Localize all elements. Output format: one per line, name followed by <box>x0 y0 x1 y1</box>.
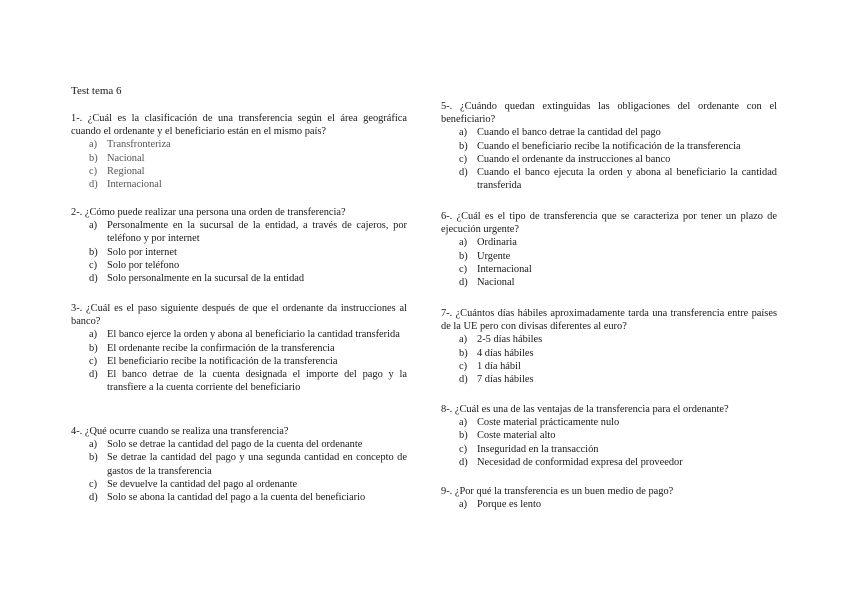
option-a[interactable]: a) 2-5 días hábiles <box>459 334 543 346</box>
options-list <box>71 328 407 394</box>
question-4 <box>71 425 407 504</box>
option-text: Ordinaria <box>477 237 517 249</box>
option-b[interactable]: b) El ordenante recibe la confirmación de la transferencia <box>89 342 335 354</box>
options-list <box>441 126 777 192</box>
option-text: El banco detrae de la cuenta designada el importe del pago y la transfiere a la cuenta corriente del beneficiario <box>107 369 407 394</box>
option-a[interactable]: a) Ordinaria <box>459 237 517 249</box>
option-text: Solo se detrae la cantidad del pago de la cuenta del ordenante <box>107 439 363 451</box>
option-b[interactable]: b) Solo por internet <box>89 246 177 258</box>
option-a[interactable]: a) El banco ejerce la orden y abona al beneficiario la cantidad transferida <box>89 329 400 341</box>
option-c[interactable]: c) Se devuelve la cantidad del pago al ordenante <box>89 478 298 490</box>
option-c[interactable]: c) Internacional <box>459 263 532 275</box>
option-text: Solo personalmente en la sucursal de la entidad <box>107 273 305 285</box>
options-list <box>71 219 407 285</box>
question-8 <box>441 403 777 469</box>
option-d[interactable]: d) Nacional <box>459 277 515 289</box>
question-5 <box>441 100 777 192</box>
option-b[interactable]: b) 4 días hábiles <box>459 347 534 359</box>
question-2 <box>71 206 407 285</box>
option-text: 2-5 días hábiles <box>477 334 543 346</box>
option-text: Porque es lento <box>477 499 542 511</box>
options-list <box>71 138 407 191</box>
option-text: Regional <box>107 165 145 177</box>
option-text: Solo por internet <box>107 246 177 258</box>
question-6 <box>441 210 777 289</box>
option-text: 7 días hábiles <box>477 374 534 386</box>
options-list <box>441 236 777 289</box>
question-1 <box>71 112 407 191</box>
option-b[interactable]: b) Nacional <box>89 152 145 164</box>
question-3 <box>71 302 407 394</box>
option-a[interactable]: a) Personalmente en la sucursal de la entidad, a través de cajeros, por teléfono y por internet <box>89 220 407 245</box>
question-stem: 6-. ¿Cuál es el tipo de transferencia que se caracteriza por tener un plazo de ejecución urgente? <box>441 211 777 236</box>
option-text: Se detrae la cantidad del pago y una segunda cantidad en concepto de gastos de la transferencia <box>107 452 407 477</box>
question-stem: 9-. ¿Por qué la transferencia es un buen medio de pago? <box>441 486 674 497</box>
option-text: 4 días hábiles <box>477 347 534 359</box>
option-d[interactable]: d) Solo se abona la cantidad del pago a la cuenta del beneficiario <box>89 492 366 504</box>
options-list <box>71 438 407 504</box>
option-text: Necesidad de conformidad expresa del proveedor <box>477 456 683 468</box>
option-d[interactable]: d) Cuando el banco ejecuta la orden y abona al beneficiario la cantidad transferida <box>459 167 777 192</box>
page-title: Test tema 6 <box>71 85 122 97</box>
question-9 <box>441 485 777 511</box>
option-b[interactable]: b) Se detrae la cantidad del pago y una segunda cantidad en concepto de gastos de la transferencia <box>89 452 407 477</box>
option-d[interactable]: d) Necesidad de conformidad expresa del proveedor <box>459 456 683 468</box>
option-d[interactable]: d) Internacional <box>89 179 162 191</box>
option-text: Coste material alto <box>477 430 556 442</box>
question-stem: 5-. ¿Cuándo quedan extinguidas las obligaciones del ordenante con el beneficiario? <box>441 101 777 126</box>
option-text: Internacional <box>107 179 162 191</box>
options-list <box>441 498 777 511</box>
option-text: Solo se abona la cantidad del pago a la cuenta del beneficiario <box>107 492 366 504</box>
option-text: Cuando el banco detrae la cantidad del pago <box>477 127 661 139</box>
option-b[interactable]: b) Cuando el beneficiario recibe la notificación de la transferencia <box>459 140 741 152</box>
option-text: Cuando el ordenante da instrucciones al banco <box>477 153 671 165</box>
option-a[interactable]: a) Cuando el banco detrae la cantidad del pago <box>459 127 661 139</box>
question-stem: 1-. ¿Cuál es la clasificación de una transferencia según el área geográfica cuando el ordenante y el beneficiario están en el mismo país? <box>71 113 407 138</box>
option-c[interactable]: c) Regional <box>89 165 145 177</box>
option-text: Urgente <box>477 250 511 262</box>
option-text: Coste material prácticamente nulo <box>477 417 620 429</box>
question-stem: 7-. ¿Cuántos días hábiles aproximadamente tarda una transferencia entre países de la UE pero con divisas diferentes al euro? <box>441 308 777 333</box>
option-b[interactable]: b) Urgente <box>459 250 511 262</box>
option-c[interactable]: c) 1 día hábil <box>459 360 521 372</box>
option-text: Se devuelve la cantidad del pago al ordenante <box>107 478 298 490</box>
option-a[interactable]: a) Coste material prácticamente nulo <box>459 417 620 429</box>
option-text: Inseguridad en la transacción <box>477 443 599 455</box>
option-a[interactable]: a) Transfronteriza <box>89 139 171 151</box>
option-text: El beneficiario recibe la notificación de la transferencia <box>107 355 338 367</box>
question-7 <box>441 307 777 386</box>
option-text: Cuando el banco ejecuta la orden y abona al beneficiario la cantidad transferida <box>477 167 777 192</box>
option-text: Cuando el beneficiario recibe la notificación de la transferencia <box>477 140 741 152</box>
option-text: Personalmente en la sucursal de la entidad, a través de cajeros, por teléfono y por internet <box>107 220 407 245</box>
option-c[interactable]: c) Cuando el ordenante da instrucciones al banco <box>459 153 671 165</box>
option-b[interactable]: b) Coste material alto <box>459 430 556 442</box>
option-text: Solo por teléfono <box>107 259 180 271</box>
option-text: Nacional <box>107 152 145 164</box>
option-text: Internacional <box>477 263 532 275</box>
option-a[interactable]: a) Solo se detrae la cantidad del pago de la cuenta del ordenante <box>89 439 363 451</box>
option-a[interactable]: a) Porque es lento <box>459 499 542 511</box>
options-list <box>441 333 777 386</box>
question-stem: 3-. ¿Cuál es el paso siguiente después de que el ordenante da instrucciones al banco? <box>71 303 407 328</box>
option-text: El banco ejerce la orden y abona al beneficiario la cantidad transferida <box>107 329 400 341</box>
option-d[interactable]: d) El banco detrae de la cuenta designada el importe del pago y la transfiere a la cuenta corriente del beneficiario <box>89 369 407 394</box>
question-stem: 8-. ¿Cuál es una de las ventajas de la transferencia para el ordenante? <box>441 404 729 415</box>
option-d[interactable]: d) 7 días hábiles <box>459 374 534 386</box>
option-c[interactable]: c) Inseguridad en la transacción <box>459 443 599 455</box>
option-c[interactable]: c) Solo por teléfono <box>89 259 180 271</box>
option-c[interactable]: c) El beneficiario recibe la notificación de la transferencia <box>89 355 338 367</box>
option-text: Transfronteriza <box>107 139 171 151</box>
option-text: Nacional <box>477 277 515 289</box>
question-stem: 4-. ¿Qué ocurre cuando se realiza una transferencia? <box>71 426 289 437</box>
option-d[interactable]: d) Solo personalmente en la sucursal de la entidad <box>89 273 305 285</box>
options-list <box>441 416 777 469</box>
question-stem: 2-. ¿Cómo puede realizar una persona una orden de transferencia? <box>71 207 346 218</box>
option-text: El ordenante recibe la confirmación de la transferencia <box>107 342 335 354</box>
option-text: 1 día hábil <box>477 360 521 372</box>
